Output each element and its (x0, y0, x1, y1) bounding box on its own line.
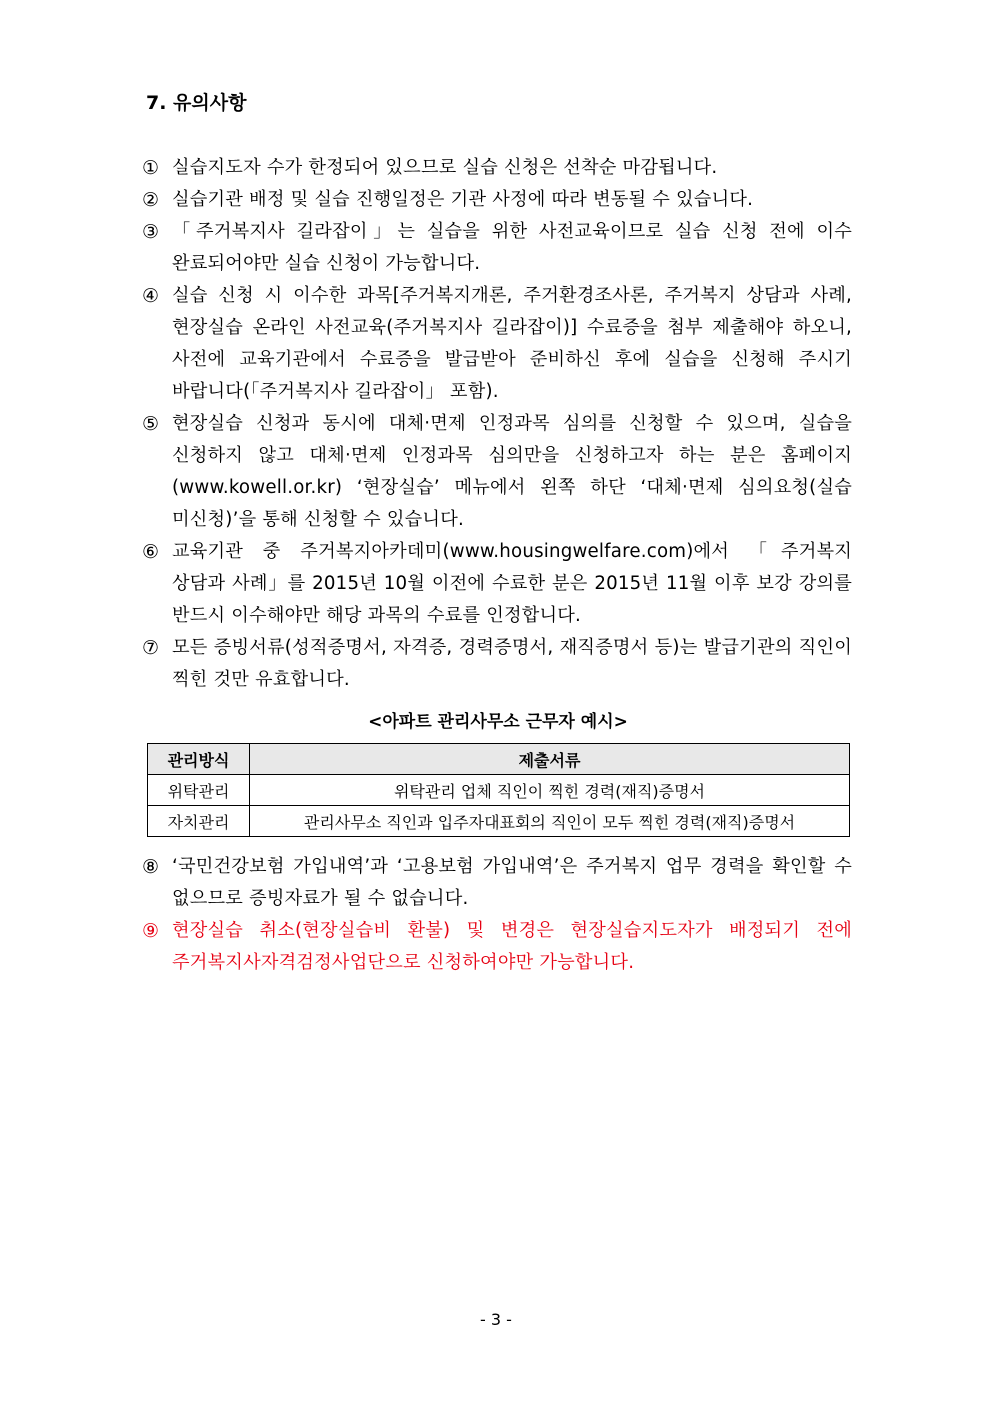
note-item (142, 632, 852, 696)
note-text: ‘국민건강보험 가입내역’과 ‘고용보험 가입내역’은 주거복지 업무 경력을 확인할 수 없으므로 증빙자료가 될 수 없습니다. (172, 856, 852, 909)
notes-list (142, 152, 852, 696)
example-table (147, 743, 850, 837)
table-caption: <아파트 관리사무소 근무자 예시> (368, 712, 628, 732)
note-number: ⑨ (142, 920, 160, 942)
note-text: 실습지도자 수가 한정되어 있으므로 실습 신청은 선착순 마감됩니다. (172, 157, 718, 178)
note-number: ④ (142, 285, 160, 307)
table-cell: 위탁관리 (148, 775, 250, 806)
note-text: 실습 신청 시 이수한 과목[주거복지개론, 주거환경조사론, 주거복지 상담과 사례, 현장실습 온라인 사전교육(주거복지사 길라잡이)] 수료증을 첨부 제출해야 하오니, 사전에 교육기관에서 수료증을 발급받아 준비하신 후에 실습을 신청해 주시기 바랍니다(「주거복지사 길라잡이」 포함). (172, 285, 852, 402)
note-number: ⑦ (142, 637, 160, 659)
note-text: 교육기관 중 주거복지아카데미(www.housingwelfare.com)에서 「주거복지 상담과 사례」를 2015년 10월 이전에 수료한 분은 2015년 11월 이후 보강 강의를 반드시 이수해야만 해당 과목의 수료를 인정합니다. (172, 541, 852, 626)
note-item (142, 408, 852, 536)
note-item (142, 280, 852, 408)
note-item (142, 152, 852, 184)
table-cell: 관리사무소 직인과 입주자대표회의 직인이 모두 찍힌 경력(재직)증명서 (250, 806, 850, 837)
note-number: ⑧ (142, 856, 160, 878)
table-row (148, 775, 850, 806)
note-text: 현장실습 취소(현장실습비 환불) 및 변경은 현장실습지도자가 배정되기 전에 주거복지사자격검정사업단으로 신청하여야만 가능합니다. (172, 920, 852, 973)
note-number: ① (142, 157, 160, 179)
note-item (142, 851, 852, 915)
section-title: 7. 유의사항 (146, 92, 247, 114)
table-header-cell: 제출서류 (250, 744, 850, 775)
note-text: 현장실습 신청과 동시에 대체·면제 인정과목 심의를 신청할 수 있으며, 실습을 신청하지 않고 대체·면제 인정과목 심의만을 신청하고자 하는 분은 홈페이지(www.kowell.or.kr) ‘현장실습’ 메뉴에서 왼쪽 하단 ‘대체·면제 심의요청(실습 미신청)’을 통해 신청할 수 있습니다. (172, 413, 852, 530)
note-item (142, 216, 852, 280)
notes-after-list (142, 851, 852, 979)
note-item-highlighted (142, 915, 852, 979)
table-header-cell: 관리방식 (148, 744, 250, 775)
note-number: ⑥ (142, 541, 160, 563)
table-header-row (148, 744, 850, 775)
note-number: ③ (142, 221, 160, 243)
page-number: - 3 - (480, 1310, 512, 1329)
note-text: 「주거복지사 길라잡이」는 실습을 위한 사전교육이므로 실습 신청 전에 이수 완료되어야만 실습 신청이 가능합니다. (172, 221, 852, 274)
note-item (142, 536, 852, 632)
note-text: 모든 증빙서류(성적증명서, 자격증, 경력증명서, 재직증명서 등)는 발급기관의 직인이 찍힌 것만 유효합니다. (172, 637, 852, 690)
note-text: 실습기관 배정 및 실습 진행일정은 기관 사정에 따라 변동될 수 있습니다. (172, 189, 754, 210)
note-item (142, 184, 852, 216)
table-cell: 자치관리 (148, 806, 250, 837)
table-row (148, 806, 850, 837)
note-number: ② (142, 189, 160, 211)
table-cell: 위탁관리 업체 직인이 찍힌 경력(재직)증명서 (250, 775, 850, 806)
note-number: ⑤ (142, 413, 160, 435)
